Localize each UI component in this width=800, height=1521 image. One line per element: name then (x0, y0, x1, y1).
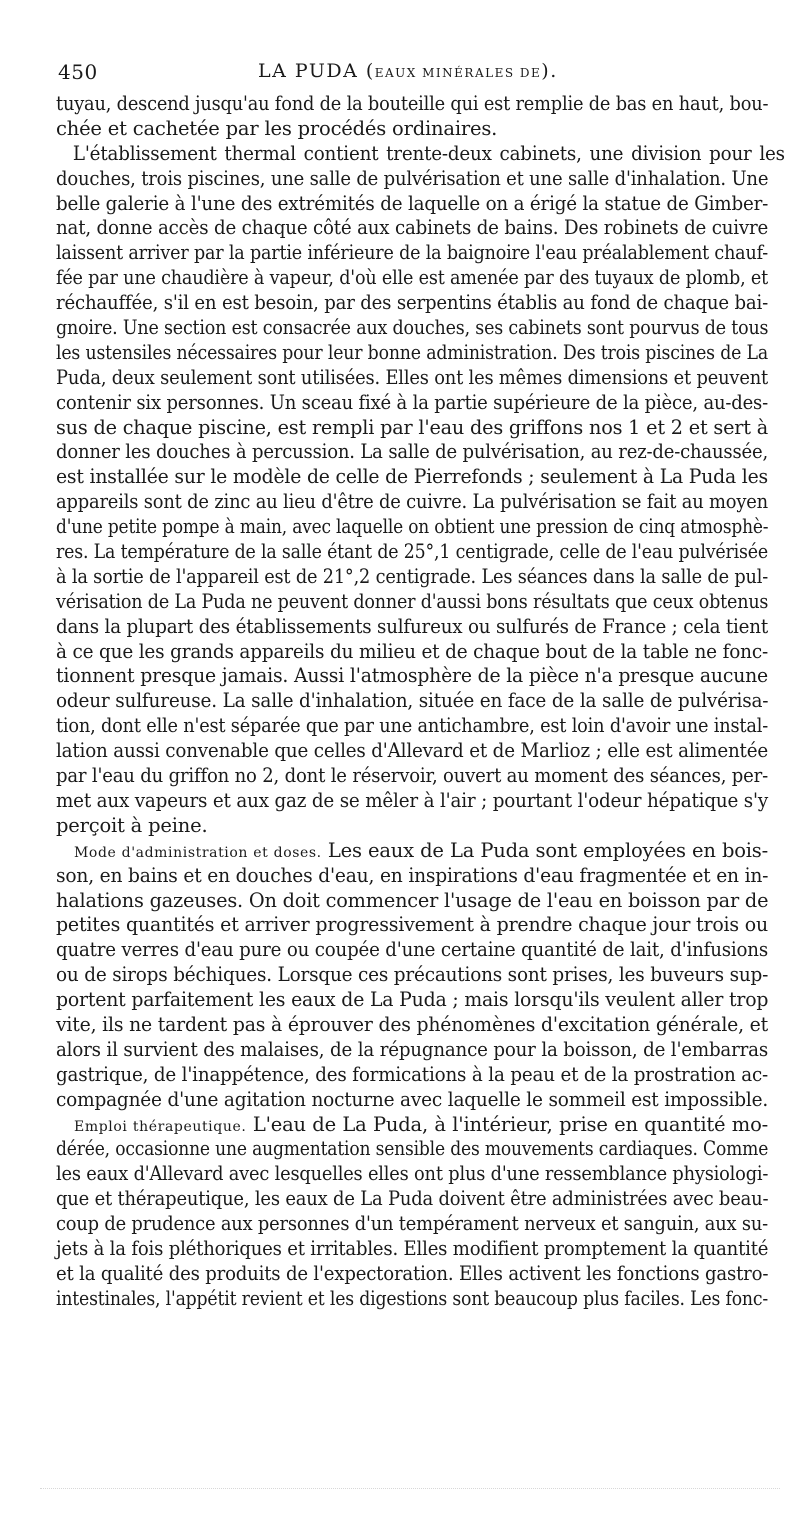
text-line: ou de sirops béchiques. Lorsque ces précautions sont prises, les buveurs sup- (56, 963, 769, 987)
page-number: 450 (58, 60, 98, 84)
text-line: Puda, deux seulement sont utilisées. Elles ont les mêmes dimensions et peuvent (56, 365, 769, 389)
text-line: nat, donne accès de chaque côté aux cabinets de bains. Des robinets de cuivre (56, 216, 769, 240)
text-line: jets à la fois pléthoriques et irritables. Elles modifient promptement la quantité (56, 1236, 769, 1260)
text-line: portent parfaitement les eaux de La Puda ; mais lorsqu'ils veulent aller trop (56, 988, 769, 1012)
text-line: gastrique, de l'inappétence, des formications à la peau et de la prostration ac- (56, 1062, 768, 1086)
text-line: odeur sulfureuse. La salle d'inhalation, située en face de la salle de pulvérisa- (56, 689, 769, 713)
section-emploi-first-line (56, 1113, 768, 1138)
text-line: res. La température de la salle étant de 25°,1 centigrade, celle de l'eau pulvérisée (56, 540, 768, 564)
text-line: fée par une chaudière à vapeur, d'où elle est amenée par des tuyaux de plomb, et (56, 266, 768, 290)
text-line: contenir six personnes. Un sceau fixé à la partie supérieure de la pièce, au-des- (56, 390, 768, 414)
text-line: et la qualité des produits de l'expectoration. Elles activent les fonctions gastro- (56, 1261, 769, 1285)
paragraph-start-line: L'établissement thermal contient trente-deux cabinets, une division pour les (72, 141, 785, 165)
running-title-end: ). (541, 60, 558, 82)
running-title-smallcaps: EAUX MINÉRALES DE (374, 66, 542, 80)
text-line: dans la plupart des établissements sulfureux ou sulfurés de France ; cela tient (56, 614, 768, 638)
text-line: à la sortie de l'appareil est de 21°,2 centigrade. Les séances dans la salle de pul- (56, 564, 768, 588)
text-line: sus de chaque piscine, est rempli par l'eau des griffons nos 1 et 2 et sert à (56, 415, 768, 439)
section-emploi-first-text: L'eau de La Puda, à l'intérieur, prise en quantité mo- (246, 1112, 768, 1136)
section-mode-first-line (56, 839, 768, 864)
running-title (258, 60, 558, 82)
text-line: vérisation de La Puda ne peuvent donner d'aussi bons résultats que ceux obtenus (56, 589, 769, 613)
text-line: gnoire. Une section est consacrée aux douches, ses cabinets sont pourvus de tous (56, 316, 769, 340)
text-line: son, en bains et en douches d'eau, en inspirations d'eau fragmentée et en in- (56, 863, 769, 887)
text-line: met aux vapeurs et aux gaz de se mêler à l'air ; pourtant l'odeur hépatique s'y (56, 788, 768, 812)
text-line: tuyau, descend jusqu'au fond de la bouteille qui est remplie de bas en haut, bou- (56, 92, 769, 115)
text-line: compagnée d'une agitation nocturne avec laquelle le sommeil est impossible. (56, 1087, 769, 1111)
section-heading-emploi: Emploi thérapeutique. (74, 1118, 247, 1135)
text-line: à ce que les grands appareils du milieu et de chaque bout de la table ne fonc- (56, 639, 768, 663)
text-line: petites quantités et arriver progressivement à prendre chaque jour trois ou (56, 913, 768, 937)
running-title-main: LA PUDA ( (258, 60, 375, 82)
text-line: dérée, occasionne une augmentation sensible des mouvements cardiaques. Comme (56, 1137, 769, 1161)
text-line: tion, dont elle n'est séparée que par une antichambre, est loin d'avoir une instal- (56, 714, 768, 738)
text-line: halations gazeuses. On doit commencer l'usage de l'eau en boisson par de (56, 888, 769, 912)
text-line: que et thérapeutique, les eaux de La Puda doivent être administrées avec beau- (56, 1187, 769, 1211)
section-mode-first-text: Les eaux de La Puda sont employées en bois- (321, 838, 768, 862)
text-line: laissent arriver par la partie inférieure de la baignoire l'eau préalablement chauf- (56, 241, 768, 265)
text-line: lation aussi convenable que celles d'Allevard et de Marlioz ; elle est alimentée (56, 739, 768, 763)
text-line: quatre verres d'eau pure ou coupée d'une certaine quantité de lait, d'infusions (56, 938, 768, 962)
text-line: d'une petite pompe à main, avec laquelle on obtient une pression de cinq atmosphè- (56, 515, 769, 539)
text-line: appareils sont de zinc au lieu d'être de cuivre. La pulvérisation se fait au moyen (56, 490, 768, 514)
text-line: donner les douches à percussion. La salle de pulvérisation, au rez-de-chaussée, (56, 440, 768, 464)
text-line: coup de prudence aux personnes d'un tempérament nerveux et sanguin, aux su- (56, 1212, 768, 1236)
text-line: chée et cachetée par les procédés ordinaires. (56, 116, 498, 140)
text-line: vite, ils ne tardent pas à éprouver des phénomènes d'excitation générale, et (56, 1012, 768, 1036)
page-header (58, 58, 770, 88)
scan-noise-footer (40, 1488, 780, 1491)
text-line: belle galerie à l'une des extrémités de laquelle on a érigé la statue de Gimber- (56, 191, 769, 215)
text-line: douches, trois piscines, une salle de pulvérisation et une salle d'inhalation. Une (56, 166, 769, 190)
text-line: les eaux d'Allevard avec lesquelles elles ont plus d'une ressemblance physiologi- (56, 1162, 769, 1186)
text-line: réchauffée, s'il en est besoin, par des serpentins établis au fond de chaque bai- (56, 291, 769, 315)
text-line: intestinales, l'appétit revient et les digestions sont beaucoup plus faciles. Les fonc- (56, 1286, 769, 1310)
body-text (56, 92, 785, 1312)
text-line: perçoit à peine. (56, 813, 208, 837)
text-line: les ustensiles nécessaires pour leur bonne administration. Des trois piscines de La (56, 340, 768, 364)
text-line: tionnent presque jamais. Aussi l'atmosphère de la pièce n'a presque aucune (56, 664, 768, 688)
text-line: alors il survient des malaises, de la répugnance pour la boisson, de l'embarras (56, 1037, 768, 1061)
text-line: est installée sur le modèle de celle de Pierrefonds ; seulement à La Puda les (56, 465, 768, 489)
text-line: par l'eau du griffon no 2, dont le réservoir, ouvert au moment des séances, per- (56, 764, 768, 788)
section-heading-mode: Mode d'administration et doses. (74, 844, 322, 861)
